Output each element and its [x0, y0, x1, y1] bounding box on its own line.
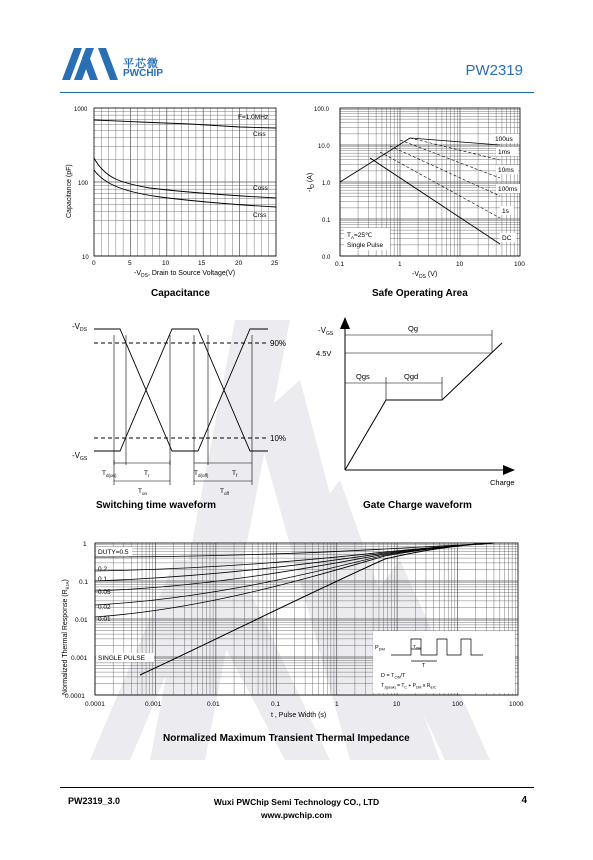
- part-number: PW2319: [465, 62, 523, 79]
- soa-xtick-10: 10: [456, 261, 464, 268]
- th-inset-ton: $T_{ON}$: [413, 644, 421, 651]
- sw-vds-label: $-V_{DS}$: [72, 322, 87, 333]
- th-ytick-1: 1: [83, 541, 87, 548]
- soa-100ms: 100ms: [498, 186, 518, 193]
- soa-100us: 100us: [495, 136, 513, 143]
- th-xtick-1: 0.001: [145, 701, 162, 708]
- gc-45v-label: 4.5V: [316, 349, 332, 358]
- cap-ylabel: Capacitance (pF): [66, 164, 73, 218]
- cap-ciss-label: Ciss: [253, 131, 266, 138]
- th-inset-d: $D = T_{ON}/T$: [381, 673, 406, 680]
- soa-temp-label: $T_A=25℃$: [347, 232, 373, 240]
- soa-ytick-1: 1.0: [322, 181, 331, 187]
- sw-tf: $T_f$: [232, 470, 238, 478]
- soa-1ms: 1ms: [498, 149, 511, 156]
- th-ylabel: Normalized Thermal Response $(R_{\theta JA})$: [62, 579, 70, 695]
- thermal-impedance-chart: [55, 535, 535, 730]
- th-ytick-0001: 0.001: [71, 655, 88, 662]
- logo-text-en: PWCHIP: [123, 68, 163, 79]
- sw-vgs-label: $-V_{GS}$: [72, 451, 88, 462]
- cap-freq-label: F=1.0MHz: [238, 114, 269, 121]
- soa-chart: [300, 100, 530, 280]
- cap-xtick-0: 0: [92, 260, 96, 267]
- switching-caption: Switching time waveform: [96, 500, 217, 511]
- cap-ytick-1000: 1000: [74, 107, 88, 113]
- cap-xtick-25: 25: [271, 260, 279, 267]
- th-xtick-4: 1: [335, 701, 339, 708]
- thermal-caption: Normalized Maximum Transient Thermal Impedance: [163, 733, 410, 744]
- switching-waveform: [70, 315, 300, 495]
- soa-ytick-10: 10.0: [318, 144, 330, 150]
- cap-xtick-5: 5: [128, 260, 132, 267]
- th-ytick-01: 0.1: [79, 579, 89, 586]
- soa-xtick-100: 100: [514, 261, 525, 268]
- capacitance-chart: [60, 100, 290, 280]
- th-inset-t: T: [422, 663, 426, 669]
- soa-ytick-01: 0.1: [322, 218, 331, 224]
- cap-ytick-100: 100: [78, 181, 89, 187]
- th-duty-005: 0.05: [98, 589, 111, 596]
- doc-id: PW2319_3.0: [68, 796, 121, 806]
- sw-tr: $T_r$: [144, 470, 150, 478]
- gate-charge-waveform: [310, 315, 540, 495]
- gc-charge-label: Charge: [490, 478, 515, 487]
- cap-xlabel: $-V_{DS}$, Drain to Source Voltage(V): [134, 270, 236, 279]
- th-duty-001: 0.01: [98, 616, 111, 623]
- sw-toff: $T_{off}$: [220, 488, 229, 495]
- soa-dc: DC: [502, 235, 512, 242]
- logo-text-cn: 平芯微: [123, 58, 159, 70]
- cap-crss-label: Crss: [253, 212, 267, 219]
- sw-ton: $T_{on}$: [138, 488, 147, 495]
- th-duty-02: 0.2: [98, 566, 108, 573]
- pwchip-logo-icon: [60, 42, 122, 82]
- gc-qg-label: Qg: [408, 324, 419, 333]
- th-ytick-001: 0.01: [75, 617, 88, 624]
- soa-ylabel: $-I_D$ (A): [307, 172, 316, 192]
- soa-10ms: 10ms: [498, 167, 514, 174]
- gc-qgs-label: Qgs: [356, 372, 370, 381]
- footer-company-block: [0, 796, 593, 822]
- th-duty-05: DUTY=0.5: [98, 549, 129, 556]
- th-xlabel: t , Pulse Width (s): [271, 712, 327, 719]
- page-number: 4: [521, 795, 527, 806]
- cap-ytick-10: 10: [82, 255, 89, 261]
- th-xtick-5: 10: [393, 701, 401, 708]
- cap-xtick-15: 15: [198, 260, 206, 267]
- header-divider: [60, 92, 534, 93]
- th-xtick-6: 100: [452, 701, 463, 708]
- cap-xtick-20: 20: [235, 260, 243, 267]
- soa-ytick-00: 0.0: [322, 255, 331, 261]
- soa-ytick-100: 100.0: [314, 107, 330, 113]
- th-xtick-0: 0.0001: [85, 701, 105, 708]
- gate-charge-caption: Gate Charge waveform: [363, 500, 472, 511]
- th-duty-01: 0.1: [98, 576, 108, 583]
- ciss-curve: [94, 120, 276, 128]
- footer-divider: [60, 787, 534, 788]
- th-duty-002: 0.02: [98, 604, 111, 611]
- gc-vgs-label: $-V_{GS}$: [318, 326, 334, 337]
- coss-curve: [94, 158, 276, 198]
- soa-1s: 1s: [502, 208, 509, 215]
- capacitance-caption: Capacitance: [151, 288, 210, 299]
- th-xtick-7: 1000: [509, 701, 524, 708]
- th-inset-pdm: $P_{DM}$: [375, 645, 385, 652]
- sw-10-label: 10%: [270, 434, 287, 443]
- th-ytick-00001: 0.0001: [65, 693, 85, 700]
- cap-coss-label: Coss: [253, 185, 268, 192]
- th-single-pulse: SINGLE PULSE: [98, 655, 145, 662]
- soa-xtick-01: 0.1: [335, 261, 345, 268]
- th-xtick-2: 0.01: [207, 701, 220, 708]
- soa-xlabel: $-V_{DS}$ (V): [412, 271, 438, 280]
- company-name: Wuxi PWChip Semi Technology CO., LTD: [213, 797, 380, 807]
- website-link[interactable]: www.pwchip.com: [261, 810, 332, 820]
- soa-caption: Safe Operating Area: [372, 288, 468, 299]
- crss-curve: [94, 170, 276, 207]
- th-xtick-3: 0.1: [271, 701, 281, 708]
- cap-xtick-10: 10: [162, 260, 170, 267]
- gc-qgd-label: Qgd: [404, 372, 419, 381]
- th-inset-tj: $T_{J(peak)} = T_C + P_{DM}$ x $R_{\theta JC}$: [381, 683, 437, 690]
- soa-xtick-1: 1: [398, 261, 402, 268]
- sw-tdoff: $T_{d(off)}$: [194, 470, 209, 478]
- sw-tdon: $T_{d(on)}$: [102, 470, 117, 478]
- sw-90-label: 90%: [270, 339, 287, 348]
- soa-pulse-label: Single Pulse: [347, 242, 384, 249]
